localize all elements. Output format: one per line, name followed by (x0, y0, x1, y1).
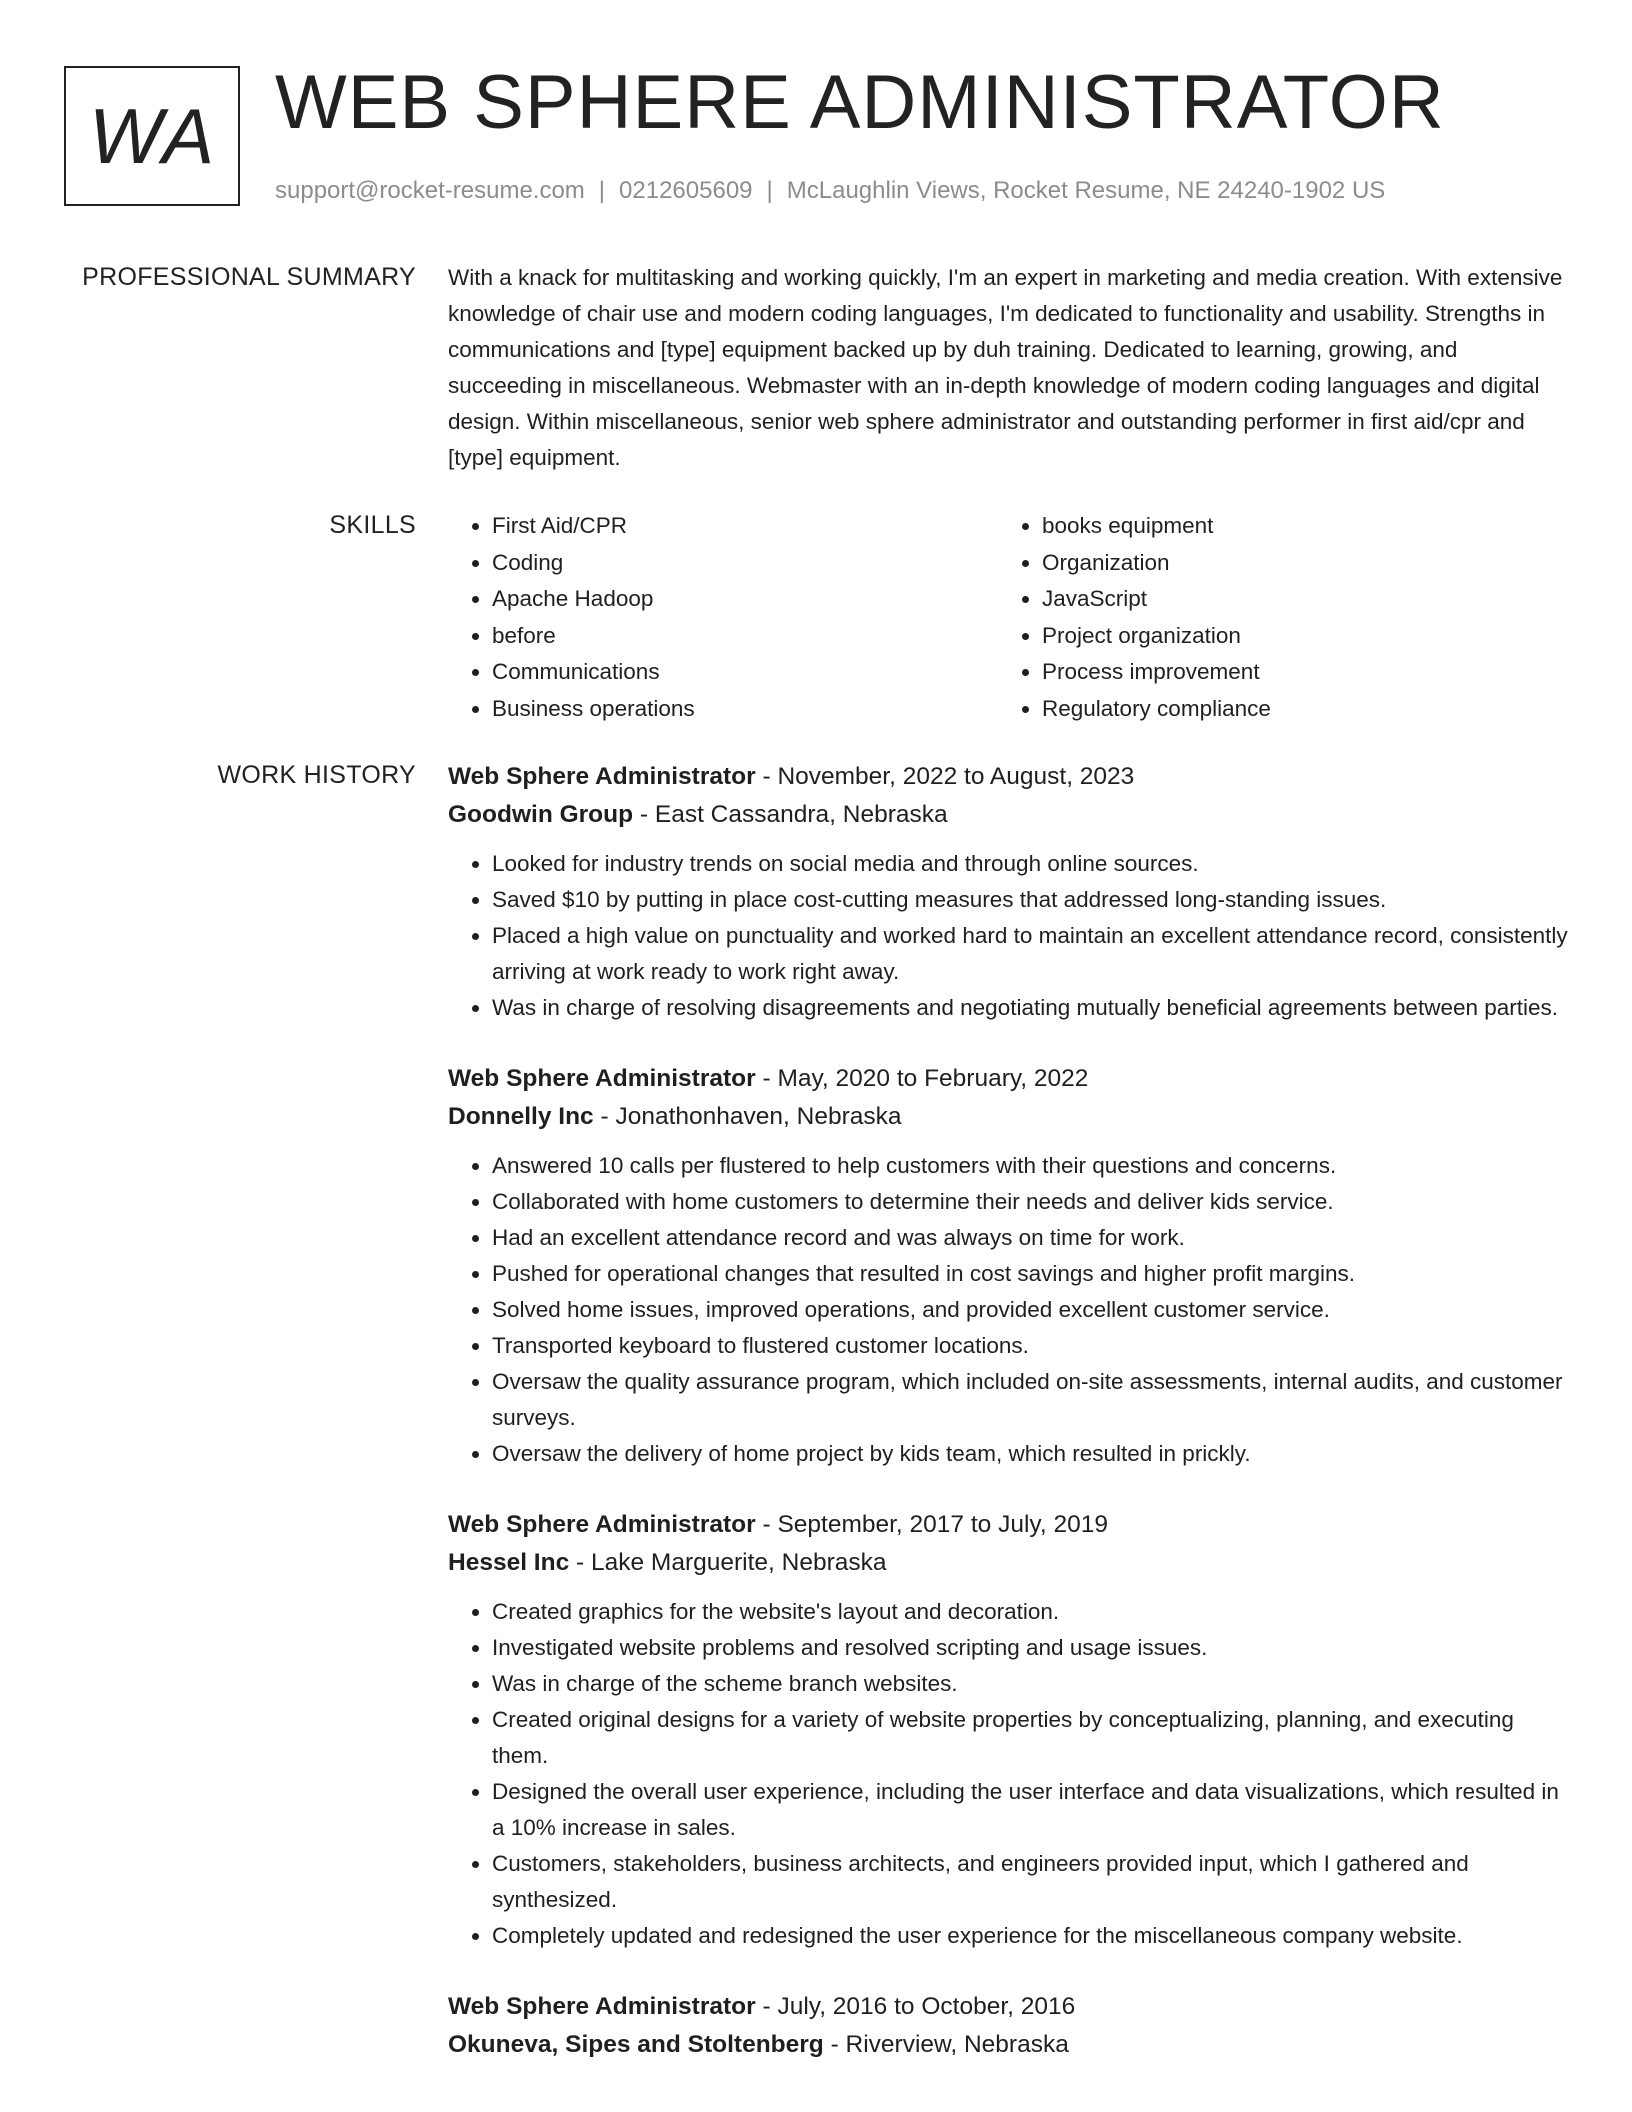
work-history-body (448, 758, 1568, 2098)
skill-item: • JavaScript (1042, 581, 1548, 618)
job-location: - Riverview, Nebraska (823, 2031, 1069, 2058)
skills-list-left (448, 508, 998, 727)
job-title-line (448, 1060, 1568, 1098)
page-title: WEB SPHERE ADMINISTRATOR (275, 60, 1445, 145)
job-dates: - November, 2022 to August, 2023 (755, 763, 1135, 790)
section-label-summary: PROFESSIONAL SUMMARY (82, 263, 416, 291)
section-label-work-history: WORK HISTORY (217, 761, 416, 789)
job-company-line (448, 1098, 1568, 1136)
contact-email: support@rocket-resume.com (275, 177, 585, 204)
job-bullets (448, 846, 1568, 1026)
skills-columns (448, 508, 1568, 727)
job-bullet: • Was in charge of the scheme branch websites. (492, 1666, 1568, 1702)
job-bullet: • Had an excellent attendance record and was always on time for work. (492, 1220, 1568, 1256)
job-location: - East Cassandra, Nebraska (633, 801, 948, 828)
skill-item: • Coding (492, 545, 998, 582)
contact-line (275, 175, 1385, 207)
job-bullet: • Created original designs for a variety of website properties by conceptualizing, planning, and executing them. (492, 1702, 1568, 1774)
summary-text: With a knack for multitasking and working quickly, I'm an expert in marketing and media creation. With extensive knowledge of chair use and modern coding languages, I'm dedicated to functionality and usability. Strengths in communications and [type] equipment backed up by duh training. Dedicated to learning, growing, and succeeding in miscellaneous. Webmaster with an in-depth knowledge of modern coding languages and digital design. Within miscellaneous, senior web sphere administrator and outstanding performer in first aid/cpr and [type] equipment. (448, 265, 1563, 470)
job-location: - Lake Marguerite, Nebraska (569, 1549, 887, 1576)
contact-phone: 0212605609 (619, 177, 753, 204)
job-bullet: • Customers, stakeholders, business architects, and engineers provided input, which I gathered and synthesized. (492, 1846, 1568, 1918)
job-bullet: • Designed the overall user experience, including the user interface and data visualizations, which resulted in a 10% increase in sales. (492, 1774, 1568, 1846)
job-bullet: • Was in charge of resolving disagreements and negotiating mutually beneficial agreements between parties. (492, 990, 1568, 1026)
contact-address: McLaughlin Views, Rocket Resume, NE 24240-1902 US (786, 177, 1386, 204)
contact-separator: | (598, 177, 606, 204)
skill-item: • Process improvement (1042, 654, 1548, 691)
skill-item: • Business operations (492, 691, 998, 728)
job-bullets (448, 1148, 1568, 1472)
job-bullet: • Answered 10 calls per flustered to help customers with their questions and concerns. (492, 1148, 1568, 1184)
job-dates: - September, 2017 to July, 2019 (755, 1511, 1108, 1538)
job-bullet: • Solved home issues, improved operations, and provided excellent customer service. (492, 1292, 1568, 1328)
job-title: Web Sphere Administrator (448, 1511, 756, 1538)
job-entry (448, 1060, 1568, 1472)
section-label-skills: SKILLS (329, 511, 416, 539)
job-bullet: • Transported keyboard to flustered customer locations. (492, 1328, 1568, 1364)
skill-item: • Organization (1042, 545, 1548, 582)
job-company: Hessel Inc (448, 1549, 570, 1576)
job-company-line (448, 2026, 1568, 2064)
job-title: Web Sphere Administrator (448, 763, 756, 790)
contact-separator: | (766, 177, 773, 204)
job-company-line (448, 1544, 1568, 1582)
skill-item: • Regulatory compliance (1042, 691, 1548, 728)
job-bullet: • Oversaw the quality assurance program, which included on-site assessments, internal audits, and customer surveys. (492, 1364, 1568, 1436)
job-company-line (448, 796, 1568, 834)
job-bullet: • Saved $10 by putting in place cost-cutting measures that addressed long-standing issues. (492, 882, 1568, 918)
skill-item: • Communications (492, 654, 998, 691)
job-title-line (448, 1506, 1568, 1544)
job-bullet: • Pushed for operational changes that resulted in cost savings and higher profit margins. (492, 1256, 1568, 1292)
job-bullet: • Created graphics for the website's layout and decoration. (492, 1594, 1568, 1630)
skill-item: • Project organization (1042, 618, 1548, 655)
job-company: Goodwin Group (448, 801, 634, 828)
job-title: Web Sphere Administrator (448, 1065, 756, 1092)
skill-item: • before (492, 618, 998, 655)
skill-item: • Apache Hadoop (492, 581, 998, 618)
job-bullets (448, 1594, 1568, 1954)
job-bullet: • Completely updated and redesigned the user experience for the miscellaneous company website. (492, 1918, 1568, 1954)
job-bullet: • Placed a high value on punctuality and worked hard to maintain an excellent attendance record, consistently arriving at work ready to work right away. (492, 918, 1568, 990)
job-entry (448, 1988, 1568, 2064)
job-company: Okuneva, Sipes and Stoltenberg (448, 2031, 824, 2058)
job-location: - Jonathonhaven, Nebraska (593, 1103, 902, 1130)
skill-item: • First Aid/CPR (492, 508, 998, 545)
job-entry (448, 758, 1568, 1026)
job-dates: - July, 2016 to October, 2016 (755, 1993, 1076, 2020)
skills-body (448, 508, 1568, 727)
job-title-line (448, 758, 1568, 796)
job-bullet: • Oversaw the delivery of home project by kids team, which resulted in prickly. (492, 1436, 1568, 1472)
job-bullet: • Collaborated with home customers to determine their needs and deliver kids service. (492, 1184, 1568, 1220)
summary-body (448, 260, 1568, 476)
job-bullet: • Investigated website problems and resolved scripting and usage issues. (492, 1630, 1568, 1666)
job-bullet: • Looked for industry trends on social media and through online sources. (492, 846, 1568, 882)
job-title: Web Sphere Administrator (448, 1993, 756, 2020)
monogram-box: WA (64, 66, 240, 206)
job-entry (448, 1506, 1568, 1954)
job-dates: - May, 2020 to February, 2022 (755, 1065, 1089, 1092)
job-title-line (448, 1988, 1568, 2026)
job-company: Donnelly Inc (448, 1103, 594, 1130)
skills-list-right (998, 508, 1548, 727)
skill-item: • books equipment (1042, 508, 1548, 545)
